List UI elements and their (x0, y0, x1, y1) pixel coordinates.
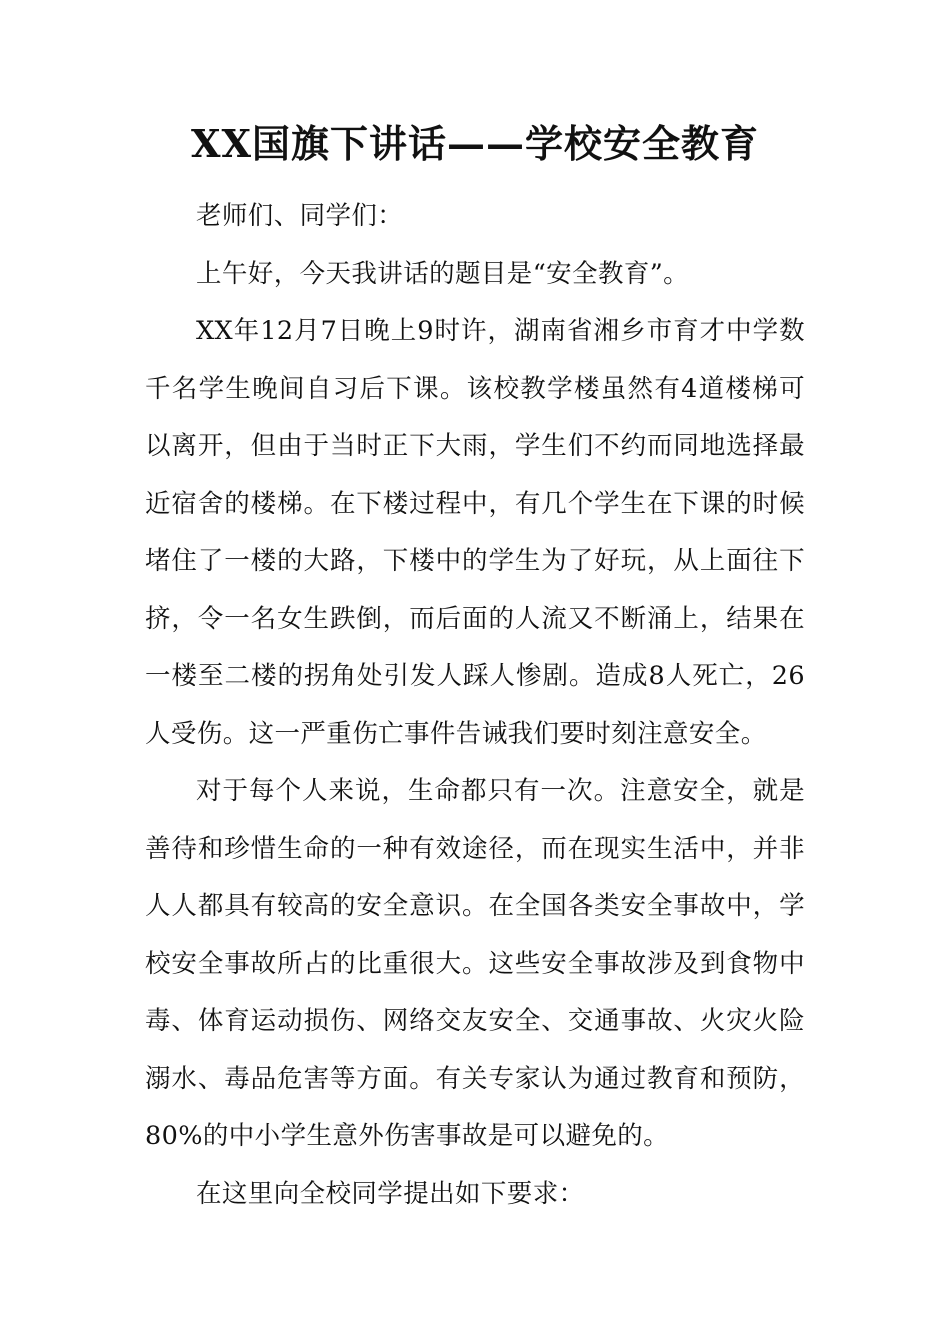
document-title: XX国旗下讲话——学校安全教育 (191, 121, 759, 166)
requirements-intro-paragraph: 在这里向全校同学提出如下要求： (196, 1178, 585, 1209)
safety-awareness-paragraph: 对于每个人来说，生命都只有一次。注意安全，就是善待和珍惜生命的一种有效途径，而在现实生活中，并非人人都具有较高的安全意识。在全国各类安全事故中，学校安全事故所占的比重很大。这些安全事故涉及到食物中毒、体育运动损伤、网络交友安全、交通事故、火灾火险溺水、毒品危害等方面。有关专家认为通过教育和预防，80%的中小学生意外伤害事故是可以避免的。 (145, 776, 805, 1151)
incident-paragraph: XX年12月7日晚上9时许，湖南省湘乡市育才中学数千名学生晚间自习后下课。该校教学楼虽然有4道楼梯可以离开，但由于当时正下大雨，学生们不约而同地选择最近宿舍的楼梯。在下楼过程中，有几个学生在下课的时候堵住了一楼的大路，下楼中的学生为了好玩，从上面往下挤，令一名女生跌倒，而后面的人流又不断涌上，结果在一楼至二楼的拐角处引发人踩人惨剧。造成8人死亡，26人受伤。这一严重伤亡事件告诫我们要时刻注意安全。 (145, 316, 805, 749)
greeting-paragraph: 上午好，今天我讲话的题目是“安全教育”。 (196, 258, 690, 289)
document-body (145, 188, 805, 1223)
salutation-paragraph: 老师们、同学们： (196, 201, 404, 231)
